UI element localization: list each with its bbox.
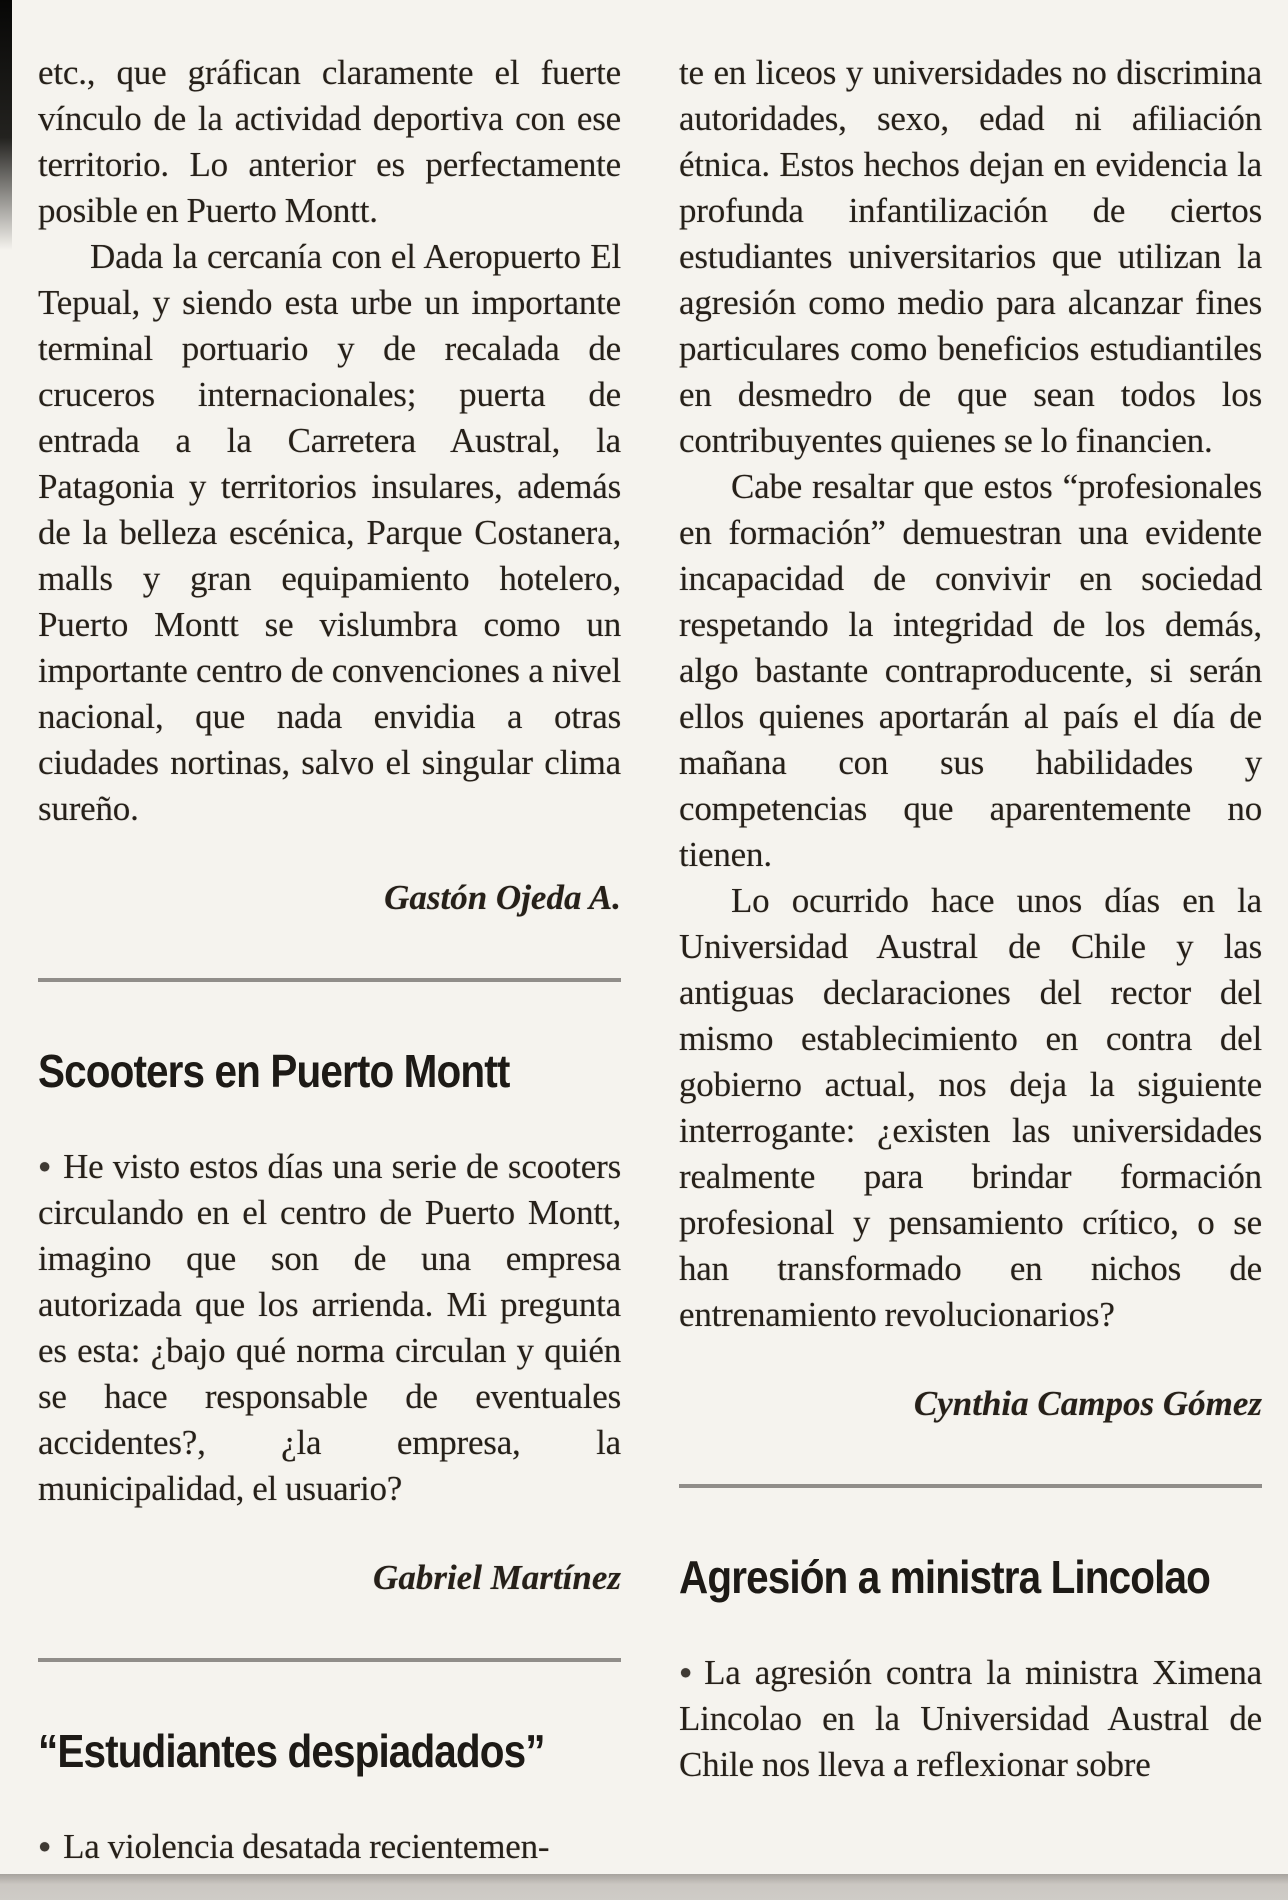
letter-estudiantes [38,1724,621,1870]
letter-title: “Estudiantes despiadados” [38,1725,545,1777]
letter-agresion-ministra [679,1550,1262,1788]
letter-paragraph [679,1650,1262,1788]
letter-paragraph: etc., que gráfican claramente el fuerte vínculo de la actividad deportiva con ese territorio. Lo anterior es perfectamente posible en Puerto Montt. [38,53,621,230]
letter-estudiantes-continuation [679,50,1262,1424]
letter-scooters [38,1044,621,1598]
left-column [38,50,621,1870]
scan-edge-artifact [0,0,12,250]
letter-paragraph: te en liceos y universidades no discrimina autoridades, sexo, edad ni afiliación étnica. Estos hechos dejan en evidencia la profunda infantilización de ciertos estudiantes universitarios que utilizan la agresión como medio para alcanzar fines particulares como beneficios estudiantiles en desmedro de que sean todos los contribuyentes quienes se lo financien. [679,53,1262,460]
letter-title: Scooters en Puerto Montt [38,1045,510,1097]
letter-signature: Cynthia Campos Gómez [913,1384,1262,1423]
section-divider [679,1484,1262,1488]
letter-puerto-montt [38,50,621,918]
letter-paragraph-text: La violencia desatada recientemen- [63,1827,550,1866]
letter-title: Agresión a ministra Lincolao [679,1551,1210,1603]
bullet-icon: ● [38,1153,52,1178]
bullet-icon: ● [38,1833,52,1858]
section-divider [38,978,621,982]
letter-paragraph-text: He visto estos días una serie de scooters circulando en el centro de Puerto Montt, imagino que son de una empresa autorizada que los arrienda. Mi pregunta es esta: ¿bajo qué norma circulan y quién se hace responsable de eventuales accidentes?, ¿la empresa, la municipalidad, el usuario? [38,1147,621,1508]
letter-signature: Gabriel Martínez [373,1558,621,1597]
right-column [679,50,1262,1870]
letter-paragraph: Dada la cercanía con el Aeropuerto El Tepual, y siendo esta urbe un importante terminal portuario y de recalada de cruceros internacionales; puerta de entrada a la Carretera Austral, la Patagonia y territorios insulares, además de la belleza escénica, Parque Costanera, malls y gran equipamiento hotelero, Puerto Montt se vislumbra como un importante centro de convenciones a nivel nacional, que nada envidia a otras ciudades nortinas, salvo el singular clima sureño. [38,237,621,828]
letter-signature: Gastón Ojeda A. [384,878,621,917]
letter-paragraph-text: La agresión contra la ministra Ximena Lincolao en la Universidad Austral de Chile nos lleva a reflexionar sobre [679,1653,1262,1784]
letter-paragraph: Lo ocurrido hace unos días en la Universidad Austral de Chile y las antiguas declaraciones del rector del mismo establecimiento en contra del gobierno actual, nos deja la siguiente interrogante: ¿existen las universidades realmente para brindar formación profesional y pensamiento crítico, o se han transformado en nichos de entrenamiento revolucionarios? [679,881,1262,1334]
section-divider [38,1658,621,1662]
page-bottom-rule [0,1874,1288,1900]
letter-paragraph [38,1144,621,1512]
bullet-icon: ● [679,1659,693,1684]
letter-paragraph [38,1824,621,1870]
letter-paragraph: Cabe resaltar que estos “profesionales en formación” demuestran una evidente incapacidad de convivir en sociedad respetando la integridad de los demás, algo bastante contraproducente, si serán ellos quienes aportarán al país el día de mañana con sus habilidades y competencias que aparentemente no tienen. [679,467,1262,874]
